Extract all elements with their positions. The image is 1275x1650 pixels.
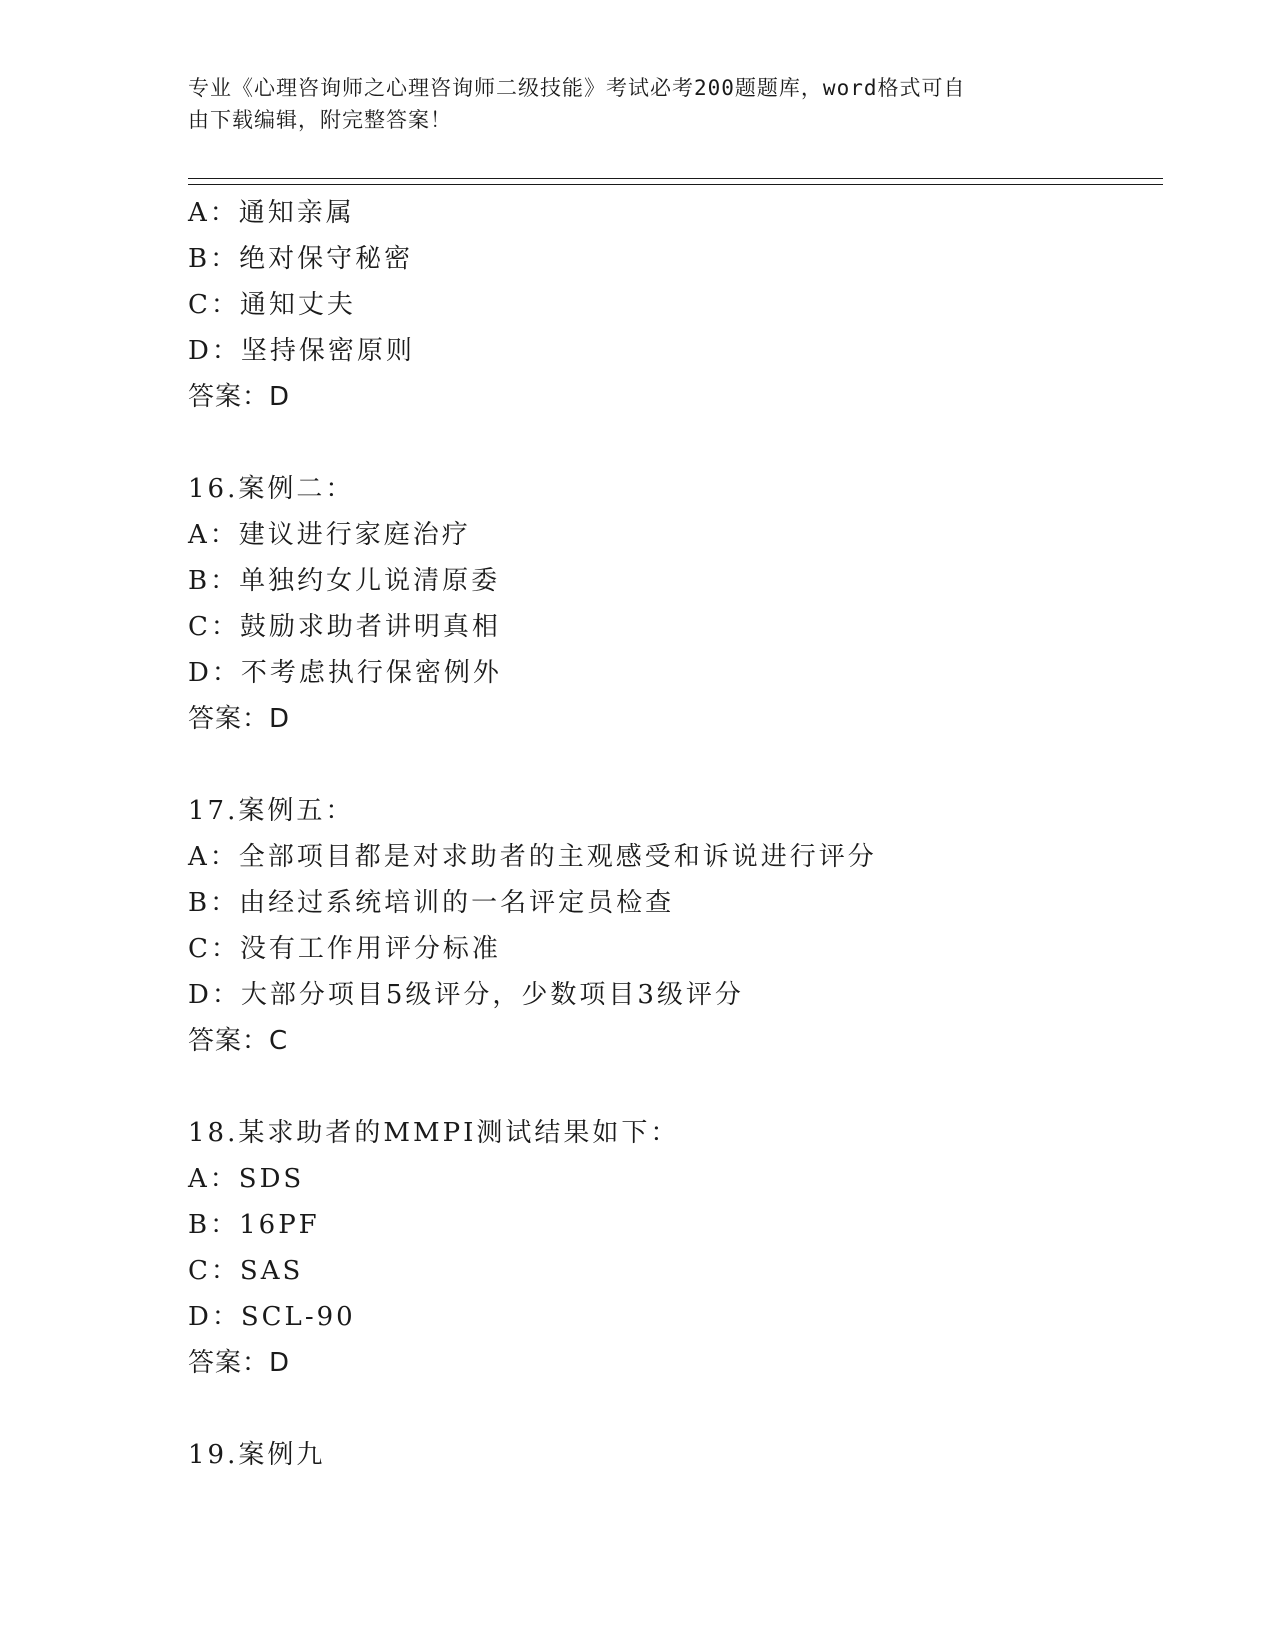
option-a: A：通知亲属 — [188, 198, 355, 228]
option-a: A：建议进行家庭治疗 — [188, 520, 471, 550]
answer: 答案：C — [188, 1026, 289, 1056]
question-list — [188, 190, 1148, 1478]
option-b: B：由经过系统培训的一名评定员检查 — [188, 888, 675, 918]
option-d: D：SCL-90 — [188, 1302, 356, 1332]
question-stem: 19.案例九 — [188, 1440, 326, 1470]
answer: 答案：D — [188, 382, 291, 412]
header-rule-top — [188, 178, 1163, 179]
option-c: C：没有工作用评分标准 — [188, 934, 501, 964]
option-d: D：不考虑执行保密例外 — [188, 658, 502, 688]
answer: 答案：D — [188, 704, 291, 734]
header-rule-bottom — [188, 184, 1163, 185]
question-stem: 16.案例二： — [188, 474, 355, 504]
spacer — [188, 742, 1148, 788]
answer: 答案：D — [188, 1348, 291, 1378]
option-b: B：16PF — [188, 1210, 320, 1240]
option-c: C：鼓励求助者讲明真相 — [188, 612, 501, 642]
option-d: D：坚持保密原则 — [188, 336, 415, 366]
header-line-1: 专业《心理咨询师之心理咨询师二级技能》考试必考200题题库，word格式可自 — [188, 76, 966, 100]
option-a: A：SDS — [188, 1164, 305, 1194]
option-a: A：全部项目都是对求助者的主观感受和诉说进行评分 — [188, 842, 877, 872]
question-15 — [188, 190, 1148, 420]
spacer — [188, 1064, 1148, 1110]
document-header — [188, 72, 1068, 136]
option-c: C：通知丈夫 — [188, 290, 356, 320]
option-b: B：单独约女儿说清原委 — [188, 566, 501, 596]
question-19 — [188, 1432, 1148, 1478]
question-17 — [188, 788, 1148, 1064]
header-line-2: 由下载编辑，附完整答案！ — [188, 108, 452, 132]
question-18 — [188, 1110, 1148, 1386]
spacer — [188, 1386, 1148, 1432]
option-c: C：SAS — [188, 1256, 304, 1286]
question-16 — [188, 466, 1148, 742]
question-stem: 18.某求助者的MMPI测试结果如下： — [188, 1118, 680, 1148]
option-d: D：大部分项目5级评分，少数项目3级评分 — [188, 980, 744, 1010]
spacer — [188, 420, 1148, 466]
question-stem: 17.案例五： — [188, 796, 355, 826]
option-b: B：绝对保守秘密 — [188, 244, 414, 274]
